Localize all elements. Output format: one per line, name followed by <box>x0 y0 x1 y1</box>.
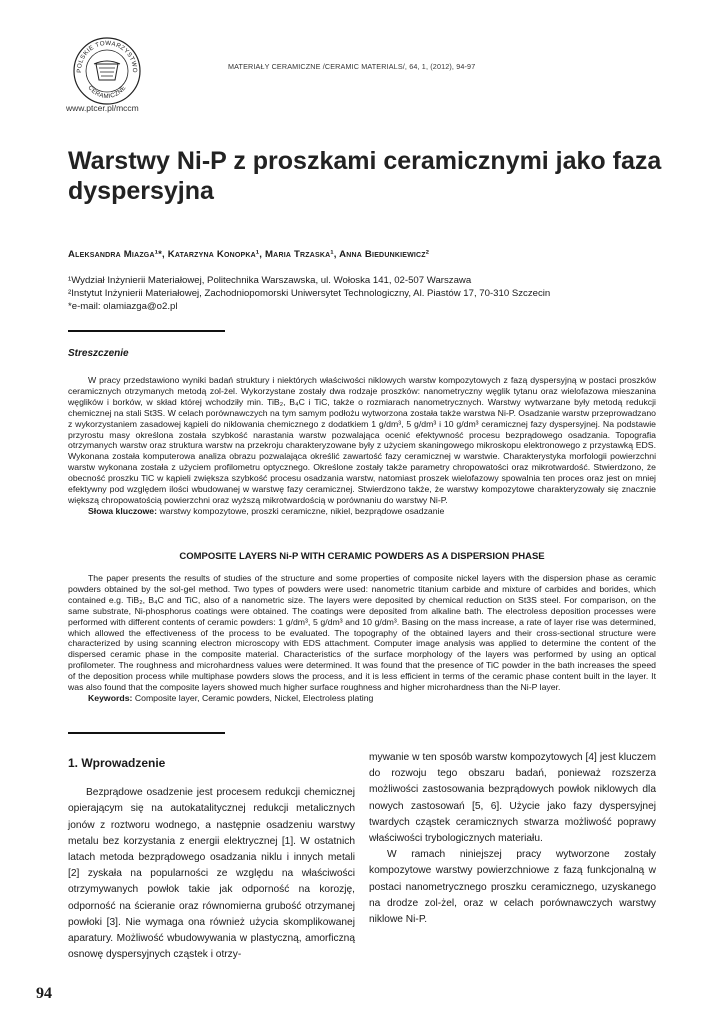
running-head: MATERIAŁY CERAMICZNE /CERAMIC MATERIALS/, 64, 1, (2012), 94-97 <box>228 62 476 71</box>
divider-rule-2 <box>68 732 225 734</box>
body-paragraph: mywanie w ten sposób warstw kompozytowych [4] jest kluczem do rozwoju tego obszaru badań, ponieważ rozszerza możliwości zastosowania bezprądowych powłok niklowych dla nowych zastosowań [5, 6]. Użycie jako fazy dyspersyjnej twardych cząstek ceramicznych stwarza możliwość poprawy właściwości trybologicznych materiału. <box>369 752 656 845</box>
authors: Aleksandra Miazga¹*, Katarzyna Konopka¹, Maria Trzaska¹, Anna Biedunkiewicz² <box>68 249 430 260</box>
ptcer-logo <box>72 36 142 106</box>
divider-rule <box>68 330 225 332</box>
svg-text:POLSKIE TOWARZYSTWO: POLSKIE TOWARZYSTWO <box>75 39 139 73</box>
abstract-pl-text: W pracy przedstawiono wyniki badań struktury i niektórych właściwości niklowych warstw kompozytowych z fazą dyspersyjną w postaci proszków ceramicznych otrzymanych metodą zol-żel. Wykorzystane zostały dwa rodzaje proszków: nanometryczny węglik tytanu oraz wielofazowa mieszanina węglików i borków, w skład której wchodziły min. TiB₂, B₄C i TiC, także o rozmiarach nanometrycznych. Warstwy wytwarzane były metodą redukcji chemicznej na stali St3S. W celach porównawczych na tym samym podłożu wytworzona została także warstwa Ni-P. Osadzanie warstw przeprowadzano z wykorzystaniem zasadowej kąpieli do niklowania chemicznego z dodatkiem 1 g/dm³, 5 g/dm³ i 10 g/dm³ ceramicznej fazy dyspersyjnej. Na podstawie przyrostu masy określona została szybkość narastania warstw pozwalająca ocenić efektywność procesu bezprądowego osadzania. Topografia otrzymanych warstw oraz struktura warstw na przekroju charakteryzowane były z użyciem skaningowego mikroskopu elektronowego z przystawką EDS. Wykonana została komputerowa analiza obrazu pozwalająca określić zawartość fazy ceramicznej w warstwie. Charakterystyka morfologii powierzchni warstw wykonana została z użyciem profilometru optycznego. Określone zostały także parametry chropowatości oraz mikrotwardość. Stwierdzono, że obecność proszku TiC w kąpieli zwiększa szybkość procesu osadzania warstw, natomiast proszek wielofazowy spowalnia ten proces oraz jest on mniej efektywny pod względem ilości wbudowanej w warstwę fazy ceramicznej. Stwierdzono także, że warstwy kompozytowe charakteryzowały się znacznie większą chropowatością powierzchni oraz wyższą mikrotwardością w porównaniu do warstwy Ni-P. <box>68 375 656 505</box>
journal-url[interactable]: www.ptcer.pl/mccm <box>66 103 139 113</box>
column-right <box>369 750 656 928</box>
keywords-pl-text: warstwy kompozytowe, proszki ceramiczne, nikiel, bezprądowe osadzanie <box>157 505 445 516</box>
keywords-en-text: Composite layer, Ceramic powders, Nickel, Electroless plating <box>132 692 374 703</box>
keywords-en <box>68 693 656 704</box>
page-number: 94 <box>36 985 52 1002</box>
abstract-en-text: The paper presents the results of studies of the structure and some properties of composite nickel layers with the dispersion phase as ceramic powders obtained by the sol-gel method. Two types of powders were used: nanometric titanium carbide and mixture of carbides and borides, which contained e.g. TiB₂, B₄C and TiC, also of a nanometric size. The layers were deposited by chemical reduction on St3S steel. For comparison, on the same substrate, Ni-phosphorus coatings were obtained. The coatings were deposited from alkaline bath. The electroless deposition processes were performed with different contents of ceramic powders: 1 g/dm³, 5 g/dm³ and 10 g/dm³. Basing on the mass increase, a rate of layer rise was determined, which allowed the effectiveness of the process to be evaluated. The topography of the obtained layers and their cross-sectional structure were characterized by using scanning electron microscopy with EDS attachment. Computer image analysis was applied to determine the content of the dispersed ceramic phase in the composite material. Characteristics of the surface morphology of the layers was performed by using an optical profilometer. The roughness and microhardness values were determined. It was found that the presence of TiC powder in the bath increases the speed of the deposition process while multiphase powders slows the process, and it is less efficient in terms of the ceramic phase content built in the layer. It was also found that the composite layers showed much higher surface roughness and higher microhardness than the Ni-P layer. <box>68 573 656 693</box>
streszczenie-heading: Streszczenie <box>68 348 129 359</box>
body-paragraph: W ramach niniejszej pracy wytworzone zostały kompozytowe warstwy powierzchniowe z fazą funkcjonalną w postaci nanometrycznego proszku ceramicznego, uzyskanego na drodze zol-żel, oraz w celach porównawczych warstwy niklowe Ni-P. <box>369 849 656 926</box>
keywords-en-label: Keywords: <box>88 692 133 703</box>
keywords-pl <box>68 506 656 517</box>
svg-text:CERAMICZNE: CERAMICZNE <box>86 84 128 101</box>
abstract-en <box>68 573 656 704</box>
english-title: COMPOSITE LAYERS Ni-P WITH CERAMIC POWDERS AS A DISPERSION PHASE <box>179 551 545 562</box>
author-email[interactable]: *e-mail: olamiazga@o2.pl <box>68 301 178 312</box>
keywords-pl-label: Słowa kluczowe: <box>88 505 158 516</box>
abstract-pl <box>68 375 656 517</box>
article-title: Warstwy Ni-P z proszkami ceramicznymi jako faza dyspersyjna <box>68 147 662 205</box>
affiliation-2: ²Instytut Inżynierii Materiałowej, Zachodniopomorski Uniwersytet Technologiczny, Al. Piastów 17, 70-310 Szczecin <box>68 288 551 299</box>
section-heading: 1. Wprowadzenie <box>68 756 166 770</box>
column-left <box>68 755 355 963</box>
body-paragraph: Bezprądowe osadzenie jest procesem redukcji chemicznej opierającym się na autokatalitycznej redukcji metalicznych jonów z roztworu wodnego, a następnie osadzeniu warstwy metalu bez korzystania z energii elektrycznej [1]. W ostatnich latach metoda bezprądowego osadzania niklu i innych metali [2] zyskała na popularności ze względu na właściwości otrzymywanych powłok takie jak odporność na korozję, odporność na ścieranie oraz równomierna grubość otrzymanej powłoki [3]. Nie wymaga ona również użycia skomplikowanej aparatury. Możliwość wbudowywania w plastyczną, amorficzną osnowę dyspersyjnych cząstek i otrzy- <box>68 787 355 961</box>
affiliation-1: ¹Wydział Inżynierii Materiałowej, Politechnika Warszawska, ul. Wołoska 141, 02-507 Warszawa <box>68 275 472 286</box>
